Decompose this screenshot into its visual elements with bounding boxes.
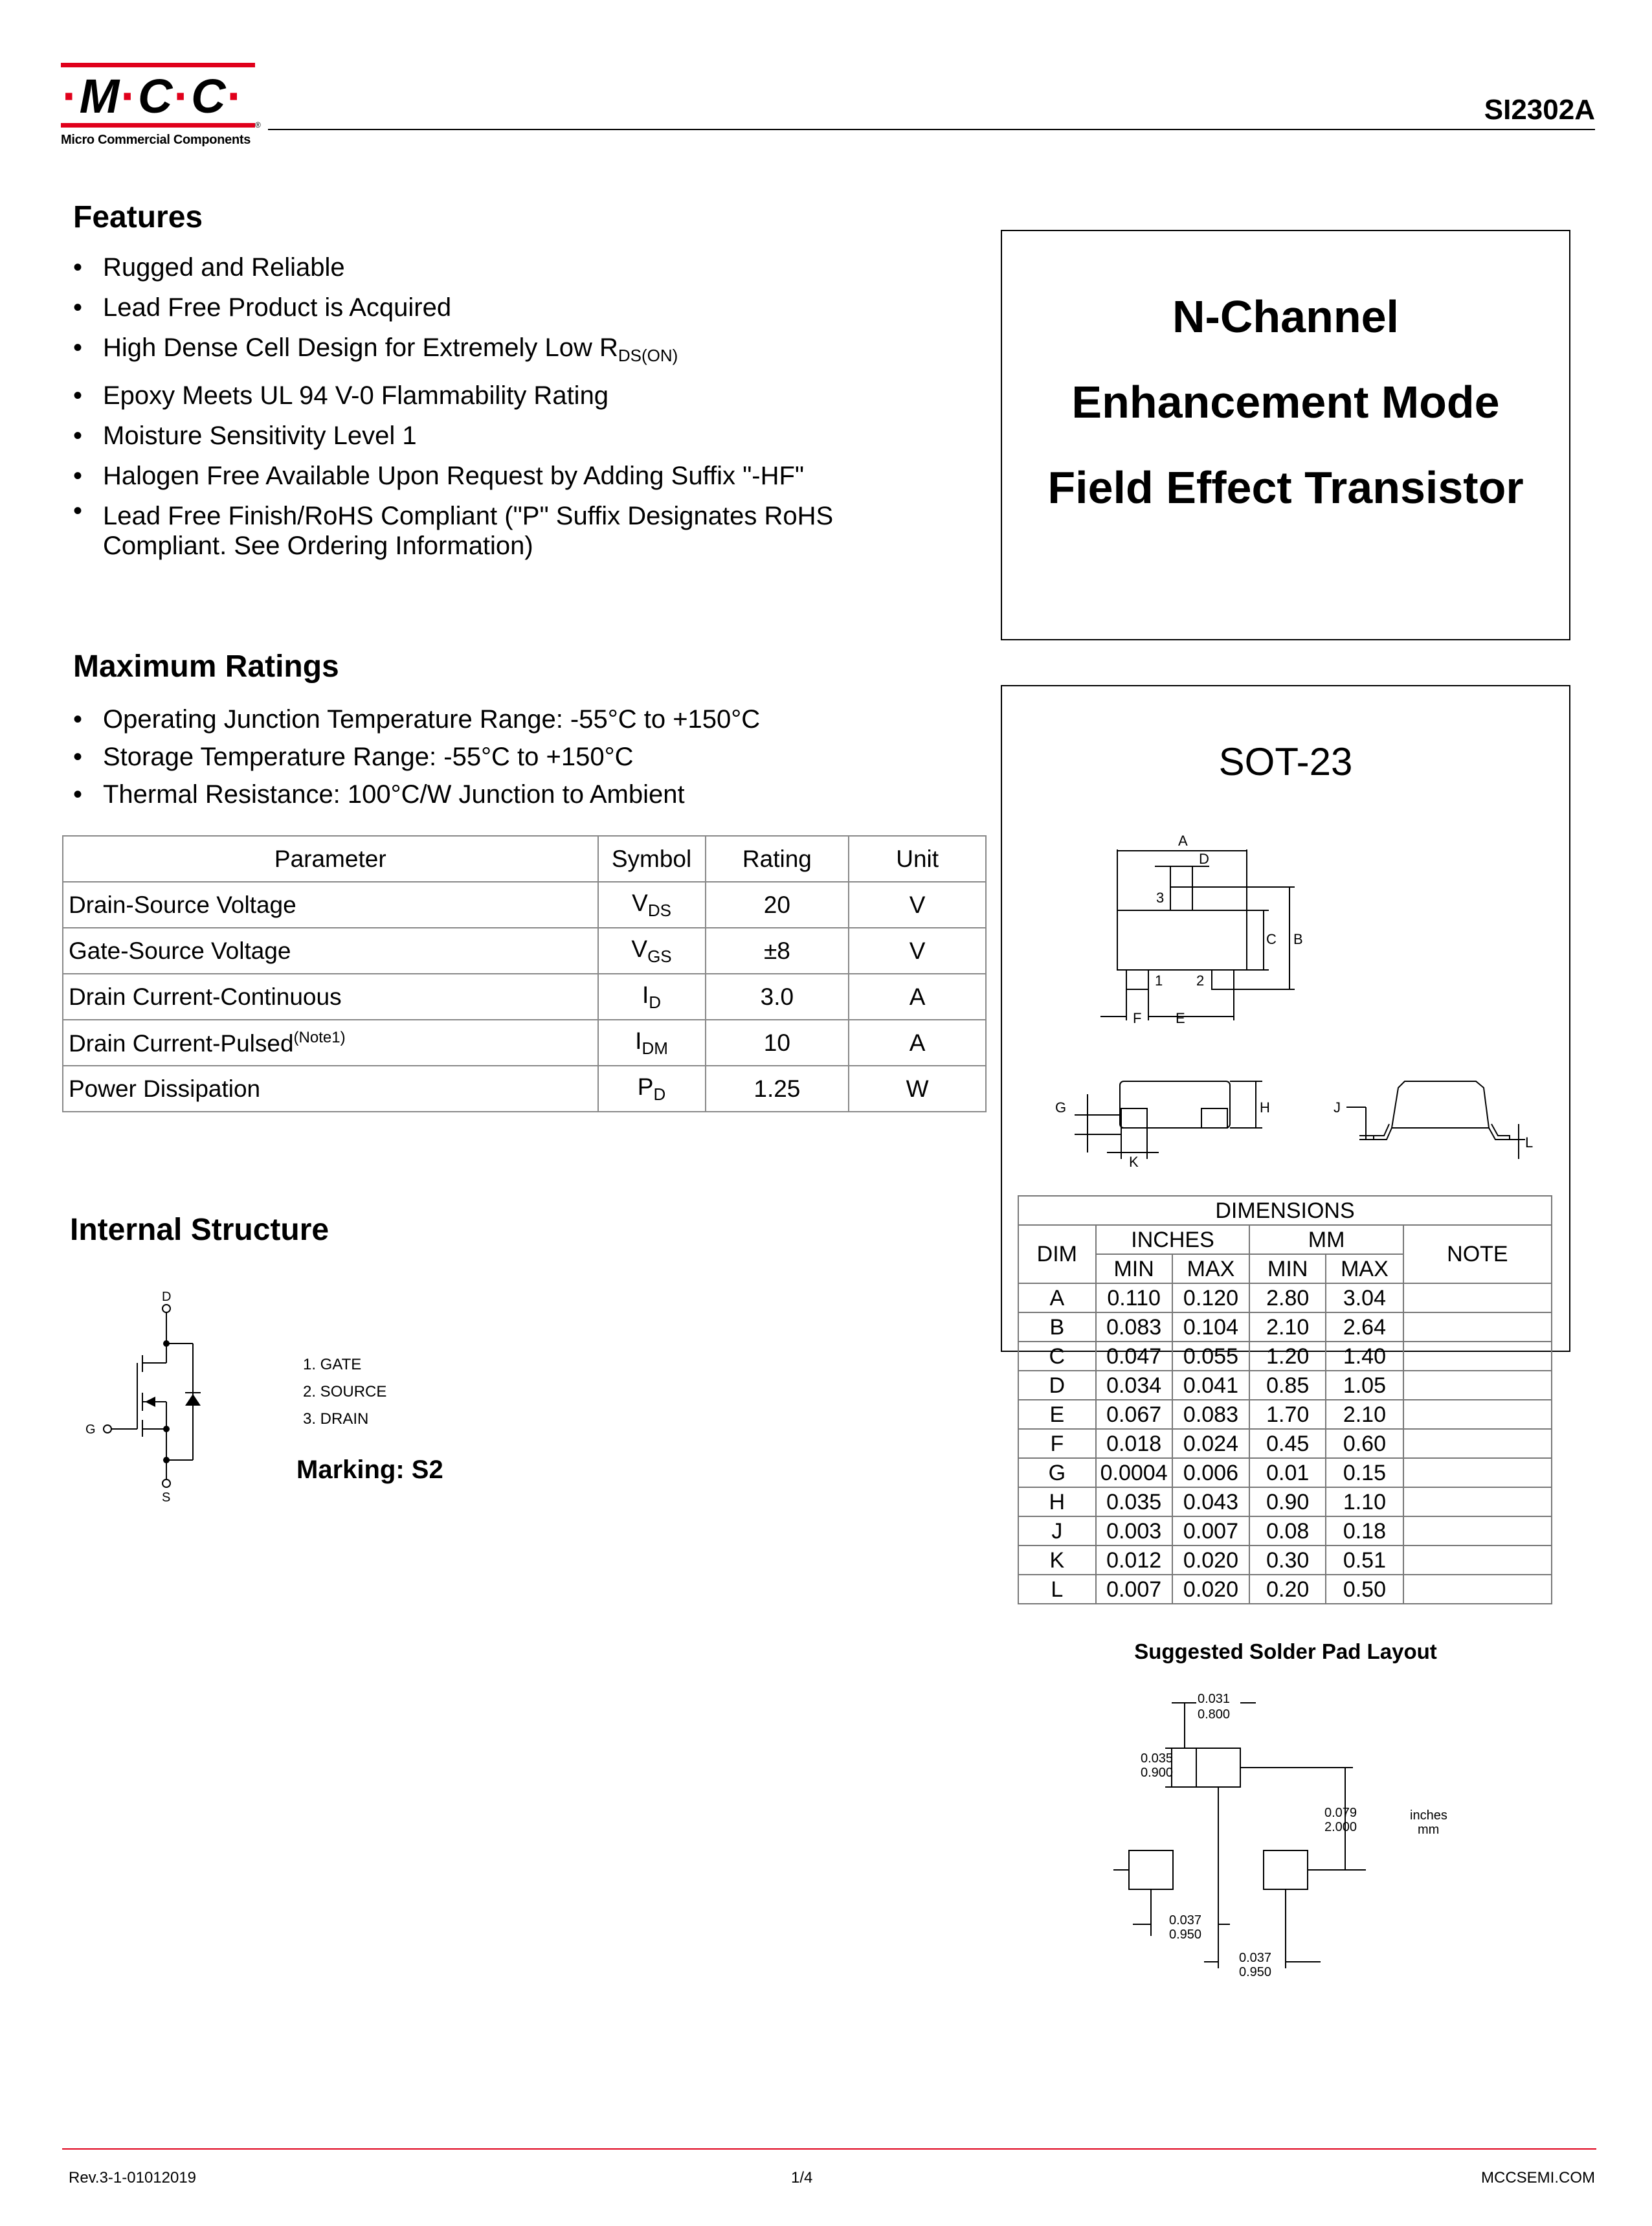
sot23-end-view (1334, 1075, 1547, 1172)
solder-dim-2-in: 0.035 (1141, 1751, 1174, 1766)
dim-label-k: K (1129, 1154, 1139, 1170)
pin-3 (1170, 887, 1192, 910)
sot23-side-view (1049, 1075, 1282, 1172)
table-cell: Drain Current-Continuous (63, 974, 598, 1020)
table-header: MM (1249, 1225, 1403, 1254)
list-item: • High Dense Cell Design for Extremely Low $R_{DS(ON)}$ (73, 328, 979, 376)
title-line: Field Effect Transistor (1047, 462, 1524, 513)
table-row: C 0.047 0.055 1.20 1.40 (1018, 1342, 1552, 1371)
list-item: • Storage Temperature Range: -55°C to +150°C (73, 738, 979, 776)
registered-mark: ® (255, 120, 261, 129)
dim-label-d: D (1199, 851, 1209, 867)
solder-legend-inches: inches (1410, 1808, 1447, 1823)
dim-label-b: B (1293, 931, 1303, 947)
table-row: L 0.007 0.020 0.20 0.50 (1018, 1575, 1552, 1604)
table-cell: 3.0 (706, 974, 849, 1020)
table-cell: 1.25 (706, 1066, 849, 1112)
table-cell: $V_{DS}$ (598, 882, 706, 928)
max-ratings-table (62, 835, 987, 1112)
table-cell: 20 (706, 882, 849, 928)
dimensions-table (1018, 1195, 1552, 1604)
table-cell: A (849, 974, 986, 1020)
list-item: • Halogen Free Available Upon Request by Adding Suffix "-HF" (73, 456, 979, 496)
table-cell: $P_D$ (598, 1066, 706, 1112)
list-item: • Lead Free Product is Acquired (73, 287, 979, 328)
solder-dim-1-mm: 0.800 (1198, 1707, 1231, 1722)
table-cell: ±8 (706, 928, 849, 974)
list-item: • Lead Free Finish/RoHS Compliant ("P" Suffix Designates RoHS Compliant. See Ordering Information) (73, 496, 979, 561)
dim-label-a: A (1178, 833, 1188, 849)
table-header-row (1018, 1196, 1552, 1225)
table-header: MIN (1249, 1254, 1326, 1283)
package-name: SOT-23 (1218, 740, 1353, 783)
table-cell: W (849, 1066, 986, 1112)
mosfet-schematic (78, 1285, 220, 1505)
solder-dim-4-in: 0.037 (1169, 1913, 1202, 1928)
table-row: A 0.110 0.120 2.80 3.04 (1018, 1283, 1552, 1312)
table-cell: A (849, 1020, 986, 1066)
table-header: Unit (849, 836, 986, 882)
solder-legend-mm: mm (1418, 1823, 1440, 1837)
table-cell: Drain Current-Pulsed$^{(Note1)}$ (63, 1020, 598, 1066)
dimensions-title: DIMENSIONS (1018, 1196, 1552, 1225)
table-header: MAX (1172, 1254, 1250, 1283)
package-side-body (1120, 1081, 1230, 1128)
dim-label-g: G (1055, 1099, 1067, 1116)
solder-pad-title: Suggested Solder Pad Layout (1134, 1639, 1437, 1663)
table-cell: Power Dissipation (63, 1066, 598, 1112)
table-header-row (1018, 1225, 1552, 1254)
dim-label-c: C (1266, 931, 1277, 947)
table-header: INCHES (1096, 1225, 1250, 1254)
table-cell: V (849, 882, 986, 928)
package-end-body (1392, 1081, 1489, 1128)
sot23-top-view (1075, 833, 1321, 1027)
table-cell: Drain-Source Voltage (63, 882, 598, 928)
table-header: MAX (1326, 1254, 1403, 1283)
dim-label-f: F (1133, 1010, 1142, 1026)
list-item: • Moisture Sensitivity Level 1 (73, 416, 979, 456)
max-ratings-list (73, 701, 979, 813)
max-ratings-heading: Maximum Ratings (73, 649, 339, 684)
table-row: K 0.012 0.020 0.30 0.51 (1018, 1546, 1552, 1575)
table-cell: 10 (706, 1020, 849, 1066)
solder-pad-3 (1196, 1748, 1240, 1787)
logo-subtitle: Micro Commercial Components (61, 133, 251, 147)
table-row: J 0.003 0.007 0.08 0.18 (1018, 1516, 1552, 1546)
part-number: SI2302A (1484, 94, 1595, 126)
title-line: N-Channel (1172, 291, 1399, 342)
logo: ·M·C·C· (62, 69, 245, 123)
logo-top-bar (61, 63, 255, 67)
table-row: G 0.0004 0.006 0.01 0.15 (1018, 1458, 1552, 1487)
solder-dim-4-mm: 0.950 (1169, 1928, 1202, 1942)
pin-list-source: 2. SOURCE (303, 1383, 387, 1400)
features-list (73, 247, 979, 561)
table-row (63, 882, 986, 928)
solder-pad-1 (1129, 1850, 1173, 1889)
pin-1 (1126, 970, 1148, 989)
pin-list-gate: 1. GATE (303, 1356, 362, 1373)
dim-label-h: H (1260, 1099, 1270, 1116)
table-row: B 0.083 0.104 2.10 2.64 (1018, 1312, 1552, 1342)
title-line: Enhancement Mode (1071, 377, 1500, 427)
dim-label-j: J (1334, 1099, 1341, 1116)
schematic-label-s: S (162, 1490, 171, 1505)
table-row: H 0.035 0.043 0.90 1.10 (1018, 1487, 1552, 1516)
table-row (63, 928, 986, 974)
table-cell: $V_{GS}$ (598, 928, 706, 974)
solder-pad-drawing (1100, 1690, 1502, 1981)
table-header: DIM (1018, 1225, 1096, 1283)
internal-structure-heading: Internal Structure (70, 1213, 329, 1247)
schematic-label-d: D (162, 1290, 172, 1304)
list-item: • Thermal Resistance: 100°C/W Junction to Ambient (73, 776, 979, 813)
table-header: Symbol (598, 836, 706, 882)
solder-dim-2-mm: 0.900 (1141, 1766, 1174, 1780)
table-header: Rating (706, 836, 849, 882)
dim-label-l: L (1525, 1134, 1534, 1151)
pin-2 (1212, 970, 1234, 989)
table-row (63, 1066, 986, 1112)
table-row: E 0.067 0.083 1.70 2.10 (1018, 1400, 1552, 1429)
footer-website: MCCSEMI.COM (1481, 2169, 1595, 2187)
solder-dim-3-mm: 2.000 (1324, 1820, 1357, 1834)
solder-dim-3-in: 0.079 (1324, 1806, 1357, 1820)
list-item: • Operating Junction Temperature Range: -55°C to +150°C (73, 701, 979, 738)
table-row: D 0.034 0.041 0.85 1.05 (1018, 1371, 1552, 1400)
pin-label-2: 2 (1196, 972, 1205, 989)
table-header: MIN (1096, 1254, 1172, 1283)
table-row (63, 974, 986, 1020)
solder-dim-5-mm: 0.950 (1239, 1965, 1272, 1979)
header-rule (268, 129, 1595, 130)
table-row (63, 1020, 986, 1066)
table-cell: $I_{DM}$ (598, 1020, 706, 1066)
dim-label-e: E (1176, 1010, 1185, 1026)
pin-label-3: 3 (1156, 890, 1165, 906)
features-heading: Features (73, 200, 203, 234)
marking-text: Marking: S2 (296, 1456, 443, 1484)
footer-page-number: 1/4 (791, 2169, 813, 2187)
footer-rule (62, 2148, 1596, 2150)
table-row: F 0.018 0.024 0.45 0.60 (1018, 1429, 1552, 1458)
logo-bottom-bar (61, 123, 255, 128)
package-body (1117, 910, 1247, 970)
solder-dim-1-in: 0.031 (1198, 1692, 1231, 1706)
list-item: • Epoxy Meets UL 94 V-0 Flammability Rating (73, 376, 979, 416)
table-cell: $I_D$ (598, 974, 706, 1020)
table-header-row (63, 836, 986, 882)
pin-list-drain: 3. DRAIN (303, 1410, 369, 1428)
table-cell: V (849, 928, 986, 974)
solder-dim-5-in: 0.037 (1239, 1951, 1272, 1965)
schematic-label-g: G (85, 1422, 96, 1437)
footer-revision: Rev.3-1-01012019 (69, 2169, 197, 2187)
table-header: Parameter (63, 836, 598, 882)
table-header: NOTE (1403, 1225, 1552, 1283)
list-item: • Rugged and Reliable (73, 247, 979, 287)
table-cell: Gate-Source Voltage (63, 928, 598, 974)
device-title (1001, 230, 1570, 640)
pin-label-1: 1 (1155, 972, 1163, 989)
solder-pad-2 (1264, 1850, 1308, 1889)
